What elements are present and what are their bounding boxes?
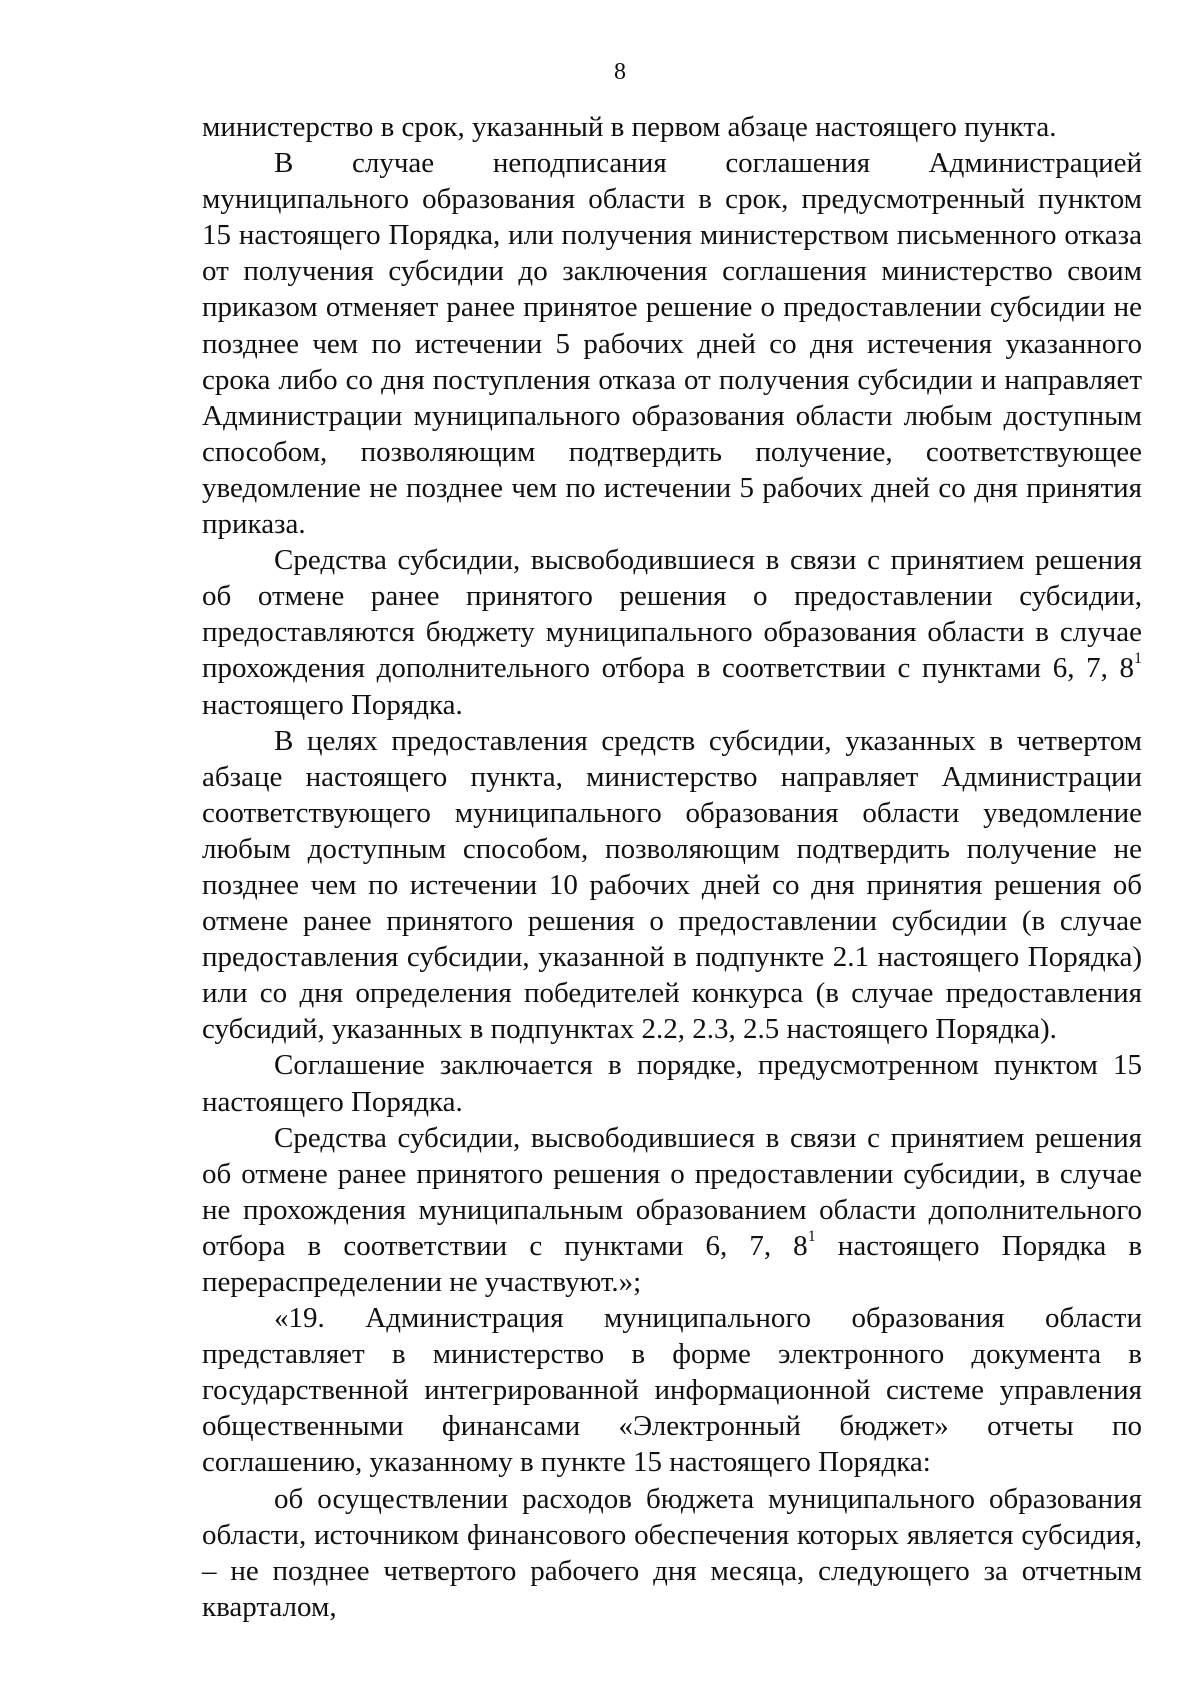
paragraph-text: настоящего Порядка в перераспределении не участвуют.»; bbox=[202, 1229, 1143, 1298]
paragraph-text: настоящего Порядка. bbox=[202, 688, 463, 721]
paragraph bbox=[202, 723, 1142, 1048]
paragraph-text: Средства субсидии, высвободившиеся в связи с принятием решения об отмене ранее принятого решения о предоставлении субсидии, предоставляются бюджету муниципального образования области в случае прохождения дополнительного отбора в соответствии с пунктами 6, 7, 8 bbox=[202, 544, 1142, 685]
paragraph bbox=[202, 542, 1142, 722]
paragraph bbox=[202, 1481, 1142, 1625]
page-number: 8 bbox=[614, 59, 626, 85]
paragraph-text: Соглашение заключается в порядке, предусмотренном пунктом 15 настоящего Порядка. bbox=[202, 1049, 1142, 1118]
superscript: 1 bbox=[807, 1227, 816, 1245]
paragraph-text: В случае неподписания соглашения Администрацией муниципального образования области в срок, предусмотренный пунктом 15 настоящего Порядка, или получения министерством письменного отказа от получения субсидии до заключения соглашения министерство своим приказом отменяет ранее принятое решение о предоставлении субсидии не позднее чем по истечении 5 рабочих дней со дня истечения указанного срока либо со дня поступления отказа от получения субсидии и направляет Администрации муниципального образования области любым доступным способом, позволяющим подтвердить получение, соответствующее уведомление не позднее чем по истечении 5 рабочих дней со дня принятия приказа. bbox=[202, 147, 1142, 541]
paragraph bbox=[202, 1300, 1142, 1480]
paragraph-text: министерство в срок, указанный в первом абзаце настоящего пункта. bbox=[202, 111, 1057, 143]
paragraph bbox=[202, 1047, 1142, 1119]
document-body bbox=[202, 109, 1142, 1625]
paragraph bbox=[202, 145, 1142, 542]
paragraph-text: В целях предоставления средств субсидии, указанных в четвертом абзаце настоящего пункта, министерство направляет Администрации соответствующего муниципального образования области уведомление любым доступным способом, позволяющим подтвердить получение не позднее чем по истечении 10 рабочих дней со дня принятия решения об отмене ранее принятого решения о предоставлении субсидии (в случае предоставления субсидии, указанной в подпункте 2.1 настоящего Порядка) или со дня определения победителей конкурса (в случае предоставления субсидий, указанных в подпунктах 2.2, 2.3, 2.5 настоящего Порядка). bbox=[202, 724, 1142, 1046]
paragraph bbox=[202, 109, 1142, 145]
paragraph bbox=[202, 1120, 1142, 1300]
paragraph-text: «19. Администрация муниципального образования области представляет в министерство в форме электронного документа в государственной интегрированной информационной системе управления общественными финансами «Электронный бюджет» отчеты по соглашению, указанному в пункте 15 настоящего Порядка: bbox=[202, 1302, 1142, 1479]
paragraph-text: об осуществлении расходов бюджета муниципального образования области, источником финансового обеспечения которых является субсидия, – не позднее четвертого рабочего дня месяца, следующего за отчетным кварталом, bbox=[202, 1482, 1142, 1623]
paragraph-text: Средства субсидии, высвободившиеся в связи с принятием решения об отмене ранее принятого решения о предоставлении субсидии, в случае не прохождения муниципальным образованием области дополнительного отбора в соответствии с пунктами 6, 7, 8 bbox=[202, 1121, 1142, 1262]
superscript: 1 bbox=[1134, 650, 1142, 668]
